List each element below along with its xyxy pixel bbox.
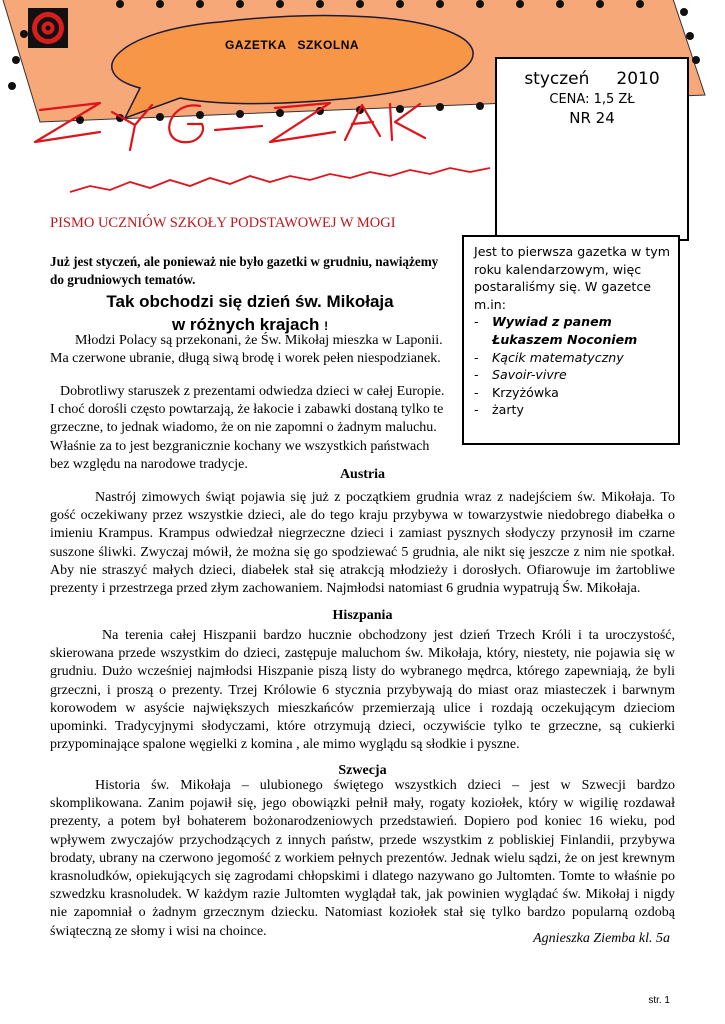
- issue-number: NR 24: [569, 109, 615, 127]
- issue-date: styczeń 2010: [524, 69, 660, 89]
- article-title: Tak obchodzi się dzień św. Mikołaja w różnych krajach !: [106, 292, 394, 334]
- page-number: str. 1: [648, 995, 670, 1006]
- contents-item: - żarty: [474, 402, 524, 418]
- contents-item: - Wywiad z panem Łukaszem Noconiem: [474, 314, 638, 347]
- ribbon-title: GAZETKA SZKOLNA: [225, 38, 360, 52]
- section-text-hiszpania: Na terenia całej Hiszpanii bardzo hucznie obchodzony jest dzień Trzech Króli i ta uroczystość, skierowana przede wszystkim do dzieci, zastępuje maluchom św. Mikołaja, który, niestety, nie pojawia się w grudniu. Dużo wcześniej najmłodsi Hiszpanie piszą listy do wybranego mędrca, którego zapewniają, że byli grzeczni, i proszą o prezenty. Trzej Królowie 6 stycznia przybywają do miast oraz miasteczek i barwnym korowodem w asyście największych mieszkańców przemierzają ulice i rozdają oczekującym dzieciom upominki. Tradycyjnymi słodyczami, które otrzymują dzieci, oczywiście tylko te grzeczne, są cukierki przypominające spalone węgielki z komina , ale mimo wyglądu są słodkie i pyszne.: [50, 628, 675, 753]
- contents-list: [474, 313, 670, 419]
- article-paragraph: Dobrotliwy staruszek z prezentami odwiedza dzieci w całej Europie. I choć dorośli często powtarzają, że łakocie i zabawki dostaną tylko te grzeczne, to jednak wiadomo, że on nie zapomni o żadnym maluchu. Właśnie za to jest bezgranicznie kochany we wszystkich państwach bez względu na narodowe tradycje.: [50, 384, 445, 472]
- newspaper-motto: PISMO UCZNIÓW SZKOŁY PODSTAWOWEJ W MOGI: [50, 215, 396, 231]
- issue-price: CENA: 1,5 ZŁ: [549, 92, 635, 107]
- section-heading-szwecja: Szwecja: [338, 763, 387, 778]
- contents-box: [462, 235, 680, 445]
- article-signature: Agnieszka Ziemba kl. 5a: [533, 931, 670, 946]
- section-heading-austria: Austria: [339, 467, 386, 482]
- contents-intro: Jest to pierwsza gazetka w tym roku kalendarzowym, więc postaraliśmy się. W gazetce m.in:: [474, 244, 670, 312]
- target-icon: [28, 8, 68, 48]
- contents-item: - Krzyżówka: [474, 384, 559, 400]
- contents-item: - Savoir-vivre: [474, 367, 567, 383]
- section-text-austria: Nastrój zimowych świąt pojawia się już z początkiem grudnia wraz z nadejściem św. Mikołaja. To gość oczekiwany przez wszystkie dzieci, ale do tego kraju przybywa w towarzystwie niedobrego diabełka o imieniu Krampus. Krampus odwiedzał niegrzeczne dzieci i zamiast pysznych słodyczy przynosił im czarne suszone śliwki. Zwyczaj mówił, że można się go spodziewać 5 grudnia, ale nikt się jeszcze z nim nie spotkał. Aby nie straszyć małych dzieci, diabełek stał się atrakcją młodzieży i dorosłych. Ofiarowuje im żartobliwe prezenty i przestrzega przed złym zachowaniem. Najmłodsi natomiast 6 grudnia wypatrują Św. Mikołaja.: [50, 490, 675, 597]
- section-heading-hiszpania: Hiszpania: [332, 608, 393, 623]
- section-text-szwecja: Historia św. Mikołaja – ulubionego świętego wszystkich dzieci – jest w Szwecji bardzo skomplikowana. Zanim pojawił się, jego obowiązki pełnił mały, rogaty koziołek, który w wigilię rozdawał prezenty, a potem był bohaterem bożonarodzeniowych przedstawień. Dopiero pod koniec 16 wieku, pod wpływem zwyczajów przychodzących z innych państw, przede wszystkim z pobliskiej Finlandii, przybywa brodaty, ubrany na czerwono jegomość z workiem pełnych prezentów. Jednak wielu sądzi, że on jest krewnym krasnoludków, opiekujących się zagrodami chłopskimi i dlatego nazywano go Jultomten. Tomte to właśnie po szwedzku krasnoludek. W każdym razie Jultomten wyglądał tak, jak powinien wyglądać św. Mikołaj i nigdy nie zapomniał o żadnym grzecznym dziecku. Natomiast koziołek stał się tylko bardzo popularną ozdobą świąteczną ze słomy i wisi na choince.: [50, 778, 675, 939]
- contents-item: - Kącik matematyczny: [474, 349, 624, 365]
- issue-info-box: [495, 57, 689, 241]
- logo-zigzag-underline: [70, 168, 490, 192]
- article-paragraph: Młodzi Polacy są przekonani, że Św. Mikołaj mieszka w Laponii. Ma czerwone ubranie, długą siwą brodę i worek pełen niespodzianek.: [50, 333, 443, 367]
- article-intro: Już jest styczeń, ale ponieważ nie było gazetki w grudniu, nawiążemy do grudniowych tematów.: [50, 254, 439, 287]
